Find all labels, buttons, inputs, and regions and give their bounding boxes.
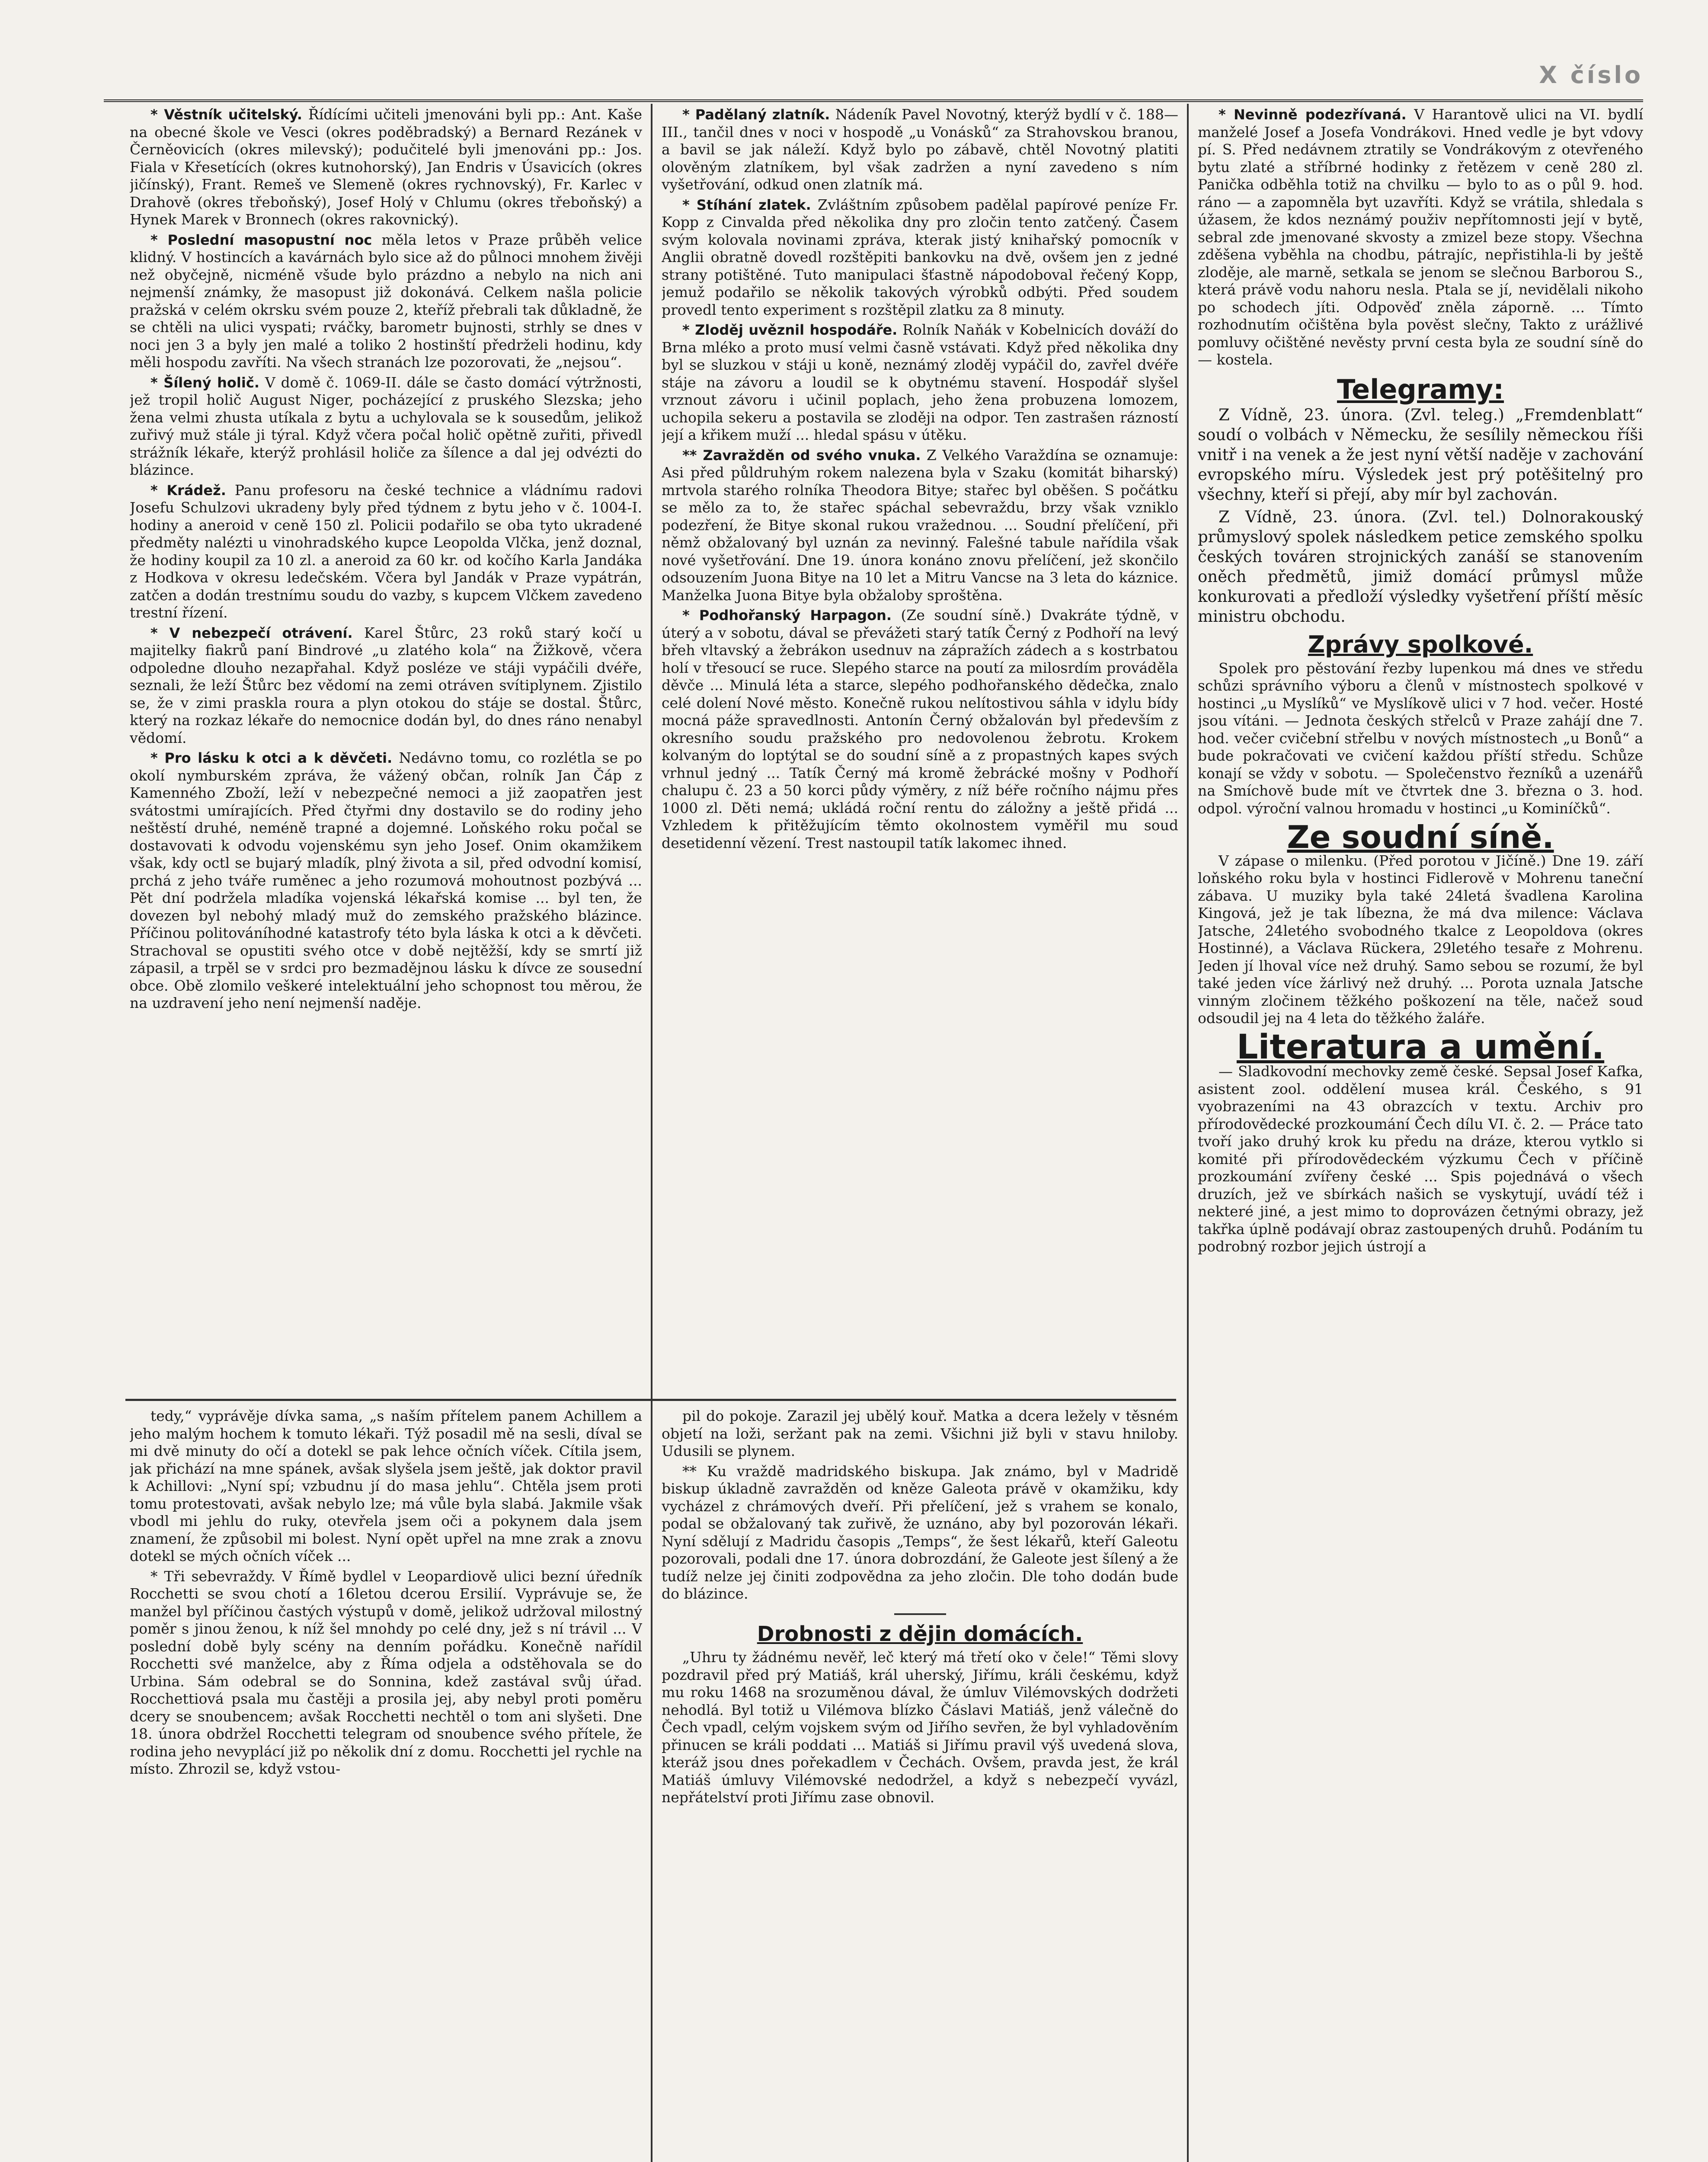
section-heading-literatura: Literatura a umění. xyxy=(1236,1027,1605,1067)
article xyxy=(130,482,642,622)
article xyxy=(1198,106,1643,369)
column-3 xyxy=(1198,106,1643,2162)
issue-stamp: X číslo xyxy=(1539,61,1643,89)
article-headline: * Krádež. xyxy=(150,482,226,499)
article-headline: * Stíhání zlatek. xyxy=(682,196,811,213)
article-headline: * Padělaný zlatník. xyxy=(682,106,830,123)
article: ** Ku vraždě madridského biskupa. Jak známo, byl v Madridě biskup úkladně zavražděn od kněze Galeota právě v okamžiku, kdy vycházel z chrámových dveří. Při přelíčení, jež s vrahem se konalo, podal se obžalovaný tak zuřivě, že uznáno, aby byl pozorován lékaři. Nyní sdělují z Madridu časopis „Temps“, že šest lékařů, kteří Galeotu pozorovali, podali dne 17. února dobrozdání, že Galeote jest šílený a že tudíž nelze jej činiti zodpovědna za jeho zločin. Dle toho dodán bude do blázince. xyxy=(662,1462,1178,1602)
article xyxy=(130,231,642,371)
section-heading-drobnosti: Drobnosti z dějin domácích. xyxy=(757,1622,1083,1646)
article-headline: * V nebezpečí otrávení. xyxy=(150,624,353,641)
column-divider-left xyxy=(651,104,652,2162)
article-body: V domě č. 1069-II. dále se často domácí výtržnosti, jež tropil holič August Niger, pocházející z pruského Slezska; jeho žena velmi zhusta utíkala z bytu a uchylovala se k sousedům, jelikož zuřivý muž stále ji týral. Když včera počal holič opětně zuřiti, přivedl strážník lékaře, kterýž prohlásil holiče za šílence a dal jej odvézti do blázince. xyxy=(130,374,642,478)
article-body: Karel Štůrc, 23 roků starý kočí u majitelky fiakrů paní Bindrové „u zlatého kola“ na Žižkově, včera odpoledne dlouho nezapřahal. Když posléze ve stáji vypáčili dvéře, seznali, že leží Štůrc bez vědomí na zemi otráven svítiplynem. Zjistilo se, že v zimi praskla roura a plyn otokou do stáje se dostal. Štůrc, který na rozkaz lékaře do nemocnice dodán byl, do dnes ráno nenabyl vědomí. xyxy=(130,624,642,746)
section-heading-telegramy: Telegramy: xyxy=(1337,373,1504,405)
article xyxy=(662,106,1178,194)
article xyxy=(130,749,642,1012)
column-divider-right xyxy=(1187,104,1189,2162)
section-heading-spolky: Zprávy spolkové. xyxy=(1308,631,1533,658)
article-body: Nedávno tomu, co rozlétla se po okolí nymburském zpráva, že vážený občan, rolník Jan Čáp z Kamenného Zboží, leží v nebezpečné nemoci a již zaopatřen jest svátostmi umírajících. Před čtyřmi dny dostavilo se do rodiny jeho neštěstí druhé, neméně trapné a dojemné. Loňského roku počal se dostavovati k odvodu vojenskému syn jeho Josef. Onim okamžikem však, kdy octl se bujarý mladík, plný života a sil, před odvodní komisí, prchá z jeho tváře ruměnec a jeho rozumová mohoutnost pozbývá ... Pět dní podržela mladíka vojenská lékařská komise ... byl ten, že dovezen byl nebohý mladý muž do zemského pražského blázince. Příčinou politováníhodné katastrofy této byla láska k otci a k děvčeti. Strachoval se opustiti svého otce v době nejtěžší, kdy se smrtí již zápasil, a trpěl se v srdci pro bezmadějnou lásku k dívce ze sousední obce. Obě zlomilo veškeré intelektuální jeho schopnost tou měrou, že na uzdravení jeho není nejmenší naděje. xyxy=(130,749,642,1011)
telegram-item: Z Vídně, 23. února. (Zvl. teleg.) „Fremdenblatt“ soudí o volbách v Německu, že sesílily německou říši vnitř i na venek a že jest nyní větší naděje v zachování evropského míru. Výsledek jest prý potěšitelný pro všechny, kteří si přejí, aby mír byl zachován. xyxy=(1198,406,1643,504)
section-heading-soudni-sin: Ze soudní síně. xyxy=(1287,819,1554,855)
article-continuation: pil do pokoje. Zarazil jej ubělý kouř. Matka a dcera ležely v těsném objetí na loži, seržant pak na zemi. Všichni již byli v stavu hniloby. Udusili se plynem. xyxy=(662,1407,1178,1459)
article-headline: ** Zavražděn od svého vnuka. xyxy=(682,447,921,464)
column-1-bottom xyxy=(130,1407,642,2162)
telegram-item: Z Vídně, 23. února. (Zvl. tel.) Dolnorakouský průmyslový spolek následkem petice zemského spolku českých továren strojnických zanáší se stanovením oněch předmětů, jimiž domácí průmysl může konkurovati a předloží výsledky vyšetření příští měsíc ministru obchodu. xyxy=(1198,508,1643,626)
article: V zápase o milenku. (Před porotou v Jičíně.) Dne 19. září loňského roku byla v hostinci Fidlerově v Mohrenu taneční zábava. U muziky byla také 24letá švadlena Karolina Kingová, jež je tak líbezna, že má dva milence: Václava Jatsche, 24letého svobodného tkalce z Leopoldova (okres Hostinné), a Václava Rückera, 29letého tesaře z Mohrenu. Jeden jí lhoval více než druhý. Samo sebou se rozumí, že byl také jeden více žárlivý než druhý. ... Porota uznala Jatsche vinným zločinem těžkého poškození na těle, načež soud odsoudil jej na 4 leta do těžkého žaláře. xyxy=(1198,852,1643,1027)
article xyxy=(662,321,1178,444)
section-divider xyxy=(894,1613,946,1615)
page-header-rule xyxy=(104,61,1643,102)
article-continuation: tedy,“ vyprávěje dívka sama, „s naším přítelem panem Achillem a jeho malým hochem k tomuto lékaři. Týž posadil mě na sesli, díval se mi dvě minuty do očí a dotekl se pak lehce očních víček. Cítila jsem, jak přichází na mne spánek, avšak slyšela jsem ještě, jak doktor pravil k Achillovi: „Nyní spí; vzbudnu jí do masa jehlu“. Chtěla jsem proti tomu protestovati, avšak nebylo lze; má vůle byla slabá. Jakmile však vbodl mi jehlu do ruky, otevřela jsem oči a pokynem dala jsem znamení, že způsobil mi bolest. Nyní opět upřel na mne zrak a znovu dotekl se mých očních víček ... xyxy=(130,1407,642,1564)
article-body: Z Velkého Varaždína se oznamuje: Asi před půldruhým rokem nalezena byla v Szaku (komitát biharský) mrtvola starého rolníka Theodora Bitye; stařec byl oběšen. S počátku se mělo za to, že stařec spáchal sebevraždu, brzy však vzniklo podezření, že Bitye skonal rukou vražednou. ... Soudní přelíčení, při němž obžalovaný byl uznán za nevinný. Falešné tabule nařídila však nové vyšetřování. Dne 19. února konáno znovu přelíčení, jež skončilo odsouzením Juona Bitye na 10 let a Mitru Vancse na 3 leta do káznice. Manželka Juona Bitye byla obžaloby sproštěna. xyxy=(662,446,1178,604)
article: „Uhru ty žádnému nevěř, leč který má třetí oko v čele!“ Těmi slovy pozdravil před prý Matiáš, král uherský, Jiřímu, králi českému, když mu roku 1468 na srozuměnou dával, že úmluv Vilémovských dodržeti nehodlá. Byl totiž u Vilémova blízko Čáslavi Matiáš, jenž válečně do Čech vpadl, celým vojskem svým od Jiřího sevřen, že byl vyhladověním přinucen se králi poddati ... Matiáš si Jiřímu pravil výš uvedená slova, kteráž jsou dnes pořekadlem v Čechách. Ovšem, pravda jest, že král Matiáš úmluvy Vilémovské nedodržel, a když s nebezpečí vyvázl, nepřátelství proti Jiřímu zase obnovil. xyxy=(662,1649,1178,1806)
column-2-top xyxy=(662,106,1178,1390)
article: * Tři sebevraždy. V Římě bydlel v Leopardiově ulici bezní úředník Rocchetti se svou chotí a 16letou dcerou Ersilií. Vyprávuje se, že manžel byl příčinou častých výstupů v domě, jelikož udržoval milostný poměr s jinou ženou, k níž šel mnohdy po celé dny, jež s ní trávil ... V poslední době byly scény na denním pořádku. Konečně nařídil Rocchetti své manželce, aby z Říma odjela a odstěhovala se do Urbina. Sám odebral se do Sonnina, kdež zastával svůj úřad. Rocchettiová psala mu častěji a prosila jej, aby nebyl proti poměru dcery se snoubencem; avšak Rocchetti nechtěl o tom ani slyšeti. Dne 18. února obdržel Rocchetti telegram od snoubence svého přítele, že rodina jeho nevyplácí již po několik dní z domu. Rocchetti jel rychle na místo. Zhrozil se, když vstou- xyxy=(130,1567,642,1777)
column-2-bottom xyxy=(662,1407,1178,2162)
article xyxy=(662,607,1178,852)
article xyxy=(662,447,1178,604)
article-body: Rolník Naňák v Kobelnicích dováží do Brna mléko a proto musí velmi časně vstávati. Když před několika dny byl se sluzkou v stáji u koně, neznámý zloděj vypáčil do, zavřel dvéře stáje na závoru a loudil se k obytnému stavení. Hospodář slyšel vrznout závoru i učinil poplach, jeho žena probuzena lomozem, uchopila sekeru a postavila se zloději na odpor. Ten zastrašen rázností její a křikem muží ... hledal spásu v útěku. xyxy=(662,321,1178,443)
section-rule xyxy=(125,1399,1176,1401)
article-body: Nádeník Pavel Novotný, kterýž bydlí v č. 188—III., tančil dnes v noci v hospodě „u Vonásků“ za Strahovskou branou, a bavil se jak náleží. Když bylo po zábavě, chtěl Novotný platiti olověným zlatníkem, byl však zadržen a nyní zavedeno s ním vyšetřování, odkud onen zlatník má. xyxy=(662,106,1178,193)
article xyxy=(130,106,642,229)
article: — Sladkovodní mechovky země české. Sepsal Josef Kafka, asistent zool. oddělení musea král. Českého, s 91 vyobrazeními na 43 obrazcích v textu. Archiv pro přírodovědecké prozkoumání Čech dílu VI. č. 2. — Práce tato tvoří jako druhý krok ku předu na dráze, kterou vytklo si komité při přírodovědeckém výzkumu Čech v příčině prozkoumání zvířeny české ... Spis pojednává o všech druzích, jež ve sbírkách našich se vyskytují, uvádí též i nekteré jiné, a jest mimo to doprovázen četnými obrazy, jež takřka úplně podávají obraz zastoupených druhů. Podáním tu podrobný rozbor jejich ústrojí a xyxy=(1198,1063,1643,1255)
article xyxy=(130,374,642,479)
article-headline: * Podhořanský Harpagon. xyxy=(682,607,892,624)
article-body: (Ze soudní síně.) Dvakráte týdně, v úterý a v sobotu, dával se převážeti starý tatík Černý z Podhoří na levý břeh vltavský a žebrákon usednuv na zápražích zádech a s kostrbatou holí v třesoucí se ruce. Slepého starce na poutí za milosrdím prováděla děvče ... Minulá léta a starce, slepého podhořanského dědečka, znalo celé dolení Nové město. Konečně rukou nelítostivou sáhla v idylu bídy mocná páže spravedlnosti. Antonín Černý obžalován byl především z okresního soudu pražského pro nedovolenou žebrotu. Krokem kolvaným do loptýtal se do soudní síně a z propastných kapes svých vrhnul jedný ... Tatík Černý má kromě žebrácké mošny v Podhoří chalupu č. 23 a 50 korci půdy výměry, z níž béře ročního nájmu přes 1000 zl. Děti nemá; ukládá roční rentu do záložny a ještě přidá ... Vzhledem k přitěžujícím těmto okolnostem vyměřil mu soud desetidenní vězení. Trest nastoupil tatík lakomec ihned. xyxy=(662,607,1178,851)
article xyxy=(130,624,642,747)
article-headline: * Věstník učitelský. xyxy=(150,106,302,123)
article-headline: * Pro lásku k otci a k děvčeti. xyxy=(150,750,393,766)
article-body: Zvláštním způsobem padělal papírové peníze Fr. Kopp z Cinvalda před několika dny pro zločin tento zatčený. Časem svým kolovala novinami zpráva, kterak jistý knihařský pomocník v Anglii obratně dovedl rozštěpiti bankovku na dvě, ovšem jen z jedné strany potištěné. Tuto manipulaci šťastně nápodoboval řečený Kopp, jemuž podařilo se několik takových výrobků odbýti. Před soudem provedl tento experiment s rozštěpil zlatku za 8 minuty. xyxy=(662,196,1178,318)
article-headline: * Šílený holič. xyxy=(150,374,259,391)
telegram-list xyxy=(1198,405,1643,627)
article xyxy=(662,196,1178,319)
article-headline: * Nevinně podezřívaná. xyxy=(1219,106,1407,123)
article-body: Panu profesoru na české technice a vládnímu radovi Josefu Schulzovi ukradeny byly před týdnem z bytu jeho v č. 1004-I. hodiny a aneroid v ceně 150 zl. Policii podařilo se oba tyto ukradené předměty nalézti u vinohradského kupce Leopolda Vlčka, jenž doznal, že hodiny koupil za 10 zl. a aneroid za 60 kr. od kočího Karla Jandáka z Hodkova v okresu ledečském. Včera byl Jandák v Praze vypátrán, zatčen a dodán trestnímu soudu do vazby, s kupcem Vlčkem zavedeno trestní řízení. xyxy=(130,481,642,621)
article-headline: * Zloděj uvěznil hospodáře. xyxy=(682,322,898,338)
column-1-top xyxy=(130,106,642,1390)
article-body: V Harantově ulici na VI. bydlí manželé Josef a Josefa Vondrákovi. Hned vedle je byt vdovy pí. S. Před nedávnem ztratily se Vondrákovým z otevřeného bytu zlaté a stříbrné hodinky z řetězem v ceně 280 zl. Panička odběhla totiž na chvilku — bylo to as o půl 9. hod. ráno — a zapomněla byt uzavříti. Když se vrátila, shledala s úžasem, že kdos neznámý použiv nepřítomnosti její v bytě, sebral zde jmenované skvosty a zmizel beze stopy. Všechna zděšena vyběhla na chodbu, pátrajíc, nepřistihla-li by ještě zloděje, ale marně, setkala se jenom se slečnou Barborou S., která právě vodu nahoru nesla. Ptala se jí, nevidělali nikoho po schodech jíti. Odpověď zněla záporně. ... Tímto rozhodnutím očištěna byla pověst slečny, Takto z urážlivé pomluvy očištěné nevěsty první cesta byla ze soudní síně do — kostela. xyxy=(1198,106,1643,368)
article-headline: * Poslední masopustní noc xyxy=(150,231,372,248)
article-body: měla letos v Praze průběh velice klidný. V hostincích a kavárnách bylo sice až do půlnoci mnohem živěji než obyčejně, nicméně všude bylo prázdno a nebylo na nich ani nejmenší známky, že masopust již dokonává. Celkem našla policie pražská v celém okrsku svém pouze 2, kteříž přebrali tak důkladně, že se chtěli na ulici vyspati; rváčky, barometr bujnosti, strhly se dnes v noci jen 3 a byly jen malé a toliko 2 hostinští předrželi hodinu, kdy měli hospodu zavříti. Na všech stranách lze pozorovati, že „nejsou“. xyxy=(130,231,642,371)
article-body: Řídícími učiteli jmenováni byli pp.: Ant. Kaše na obecné škole ve Vesci (okres poděbradský) a Bernard Rezánek v Černěovicích (okres milevský); podučitelé byli jmenováni pp.: Jos. Fiala v Křesetících (okres kutnohorský), Jan Endris v Úsavicích (okres jičínský), Frant. Remeš ve Slemeně (okres rychnovský), Fr. Karlec v Drahově (okres třeboňský), Josef Holý v Chlumu (okres třeboňský) a Hynek Marek v Bronnech (okres rakovnický). xyxy=(130,106,642,228)
article: Spolek pro pěstování řezby lupenkou má dnes ve středu schůzi správního výboru a členů v místnostech spolkové v hostinci „u Myslíků“ ve Myslíkově ulici v 7 hod. večer. Hosté jsou vítáni. — Jednota českých střelců v Praze zahájí dne 7. hod. večer cvičební střelbu v nových místnostech „u Bonů“ a bude pokračovati ve cvičení každou příští středu. Schůze konají se vždy v sobotu. — Společenstvo řezníků a uzenářů na Smíchově bude mít ve čtvrtek dne 3. března o 3. hod. odpol. výroční valnou hromadu v hostinci „u Kominíčků“. xyxy=(1198,659,1643,817)
